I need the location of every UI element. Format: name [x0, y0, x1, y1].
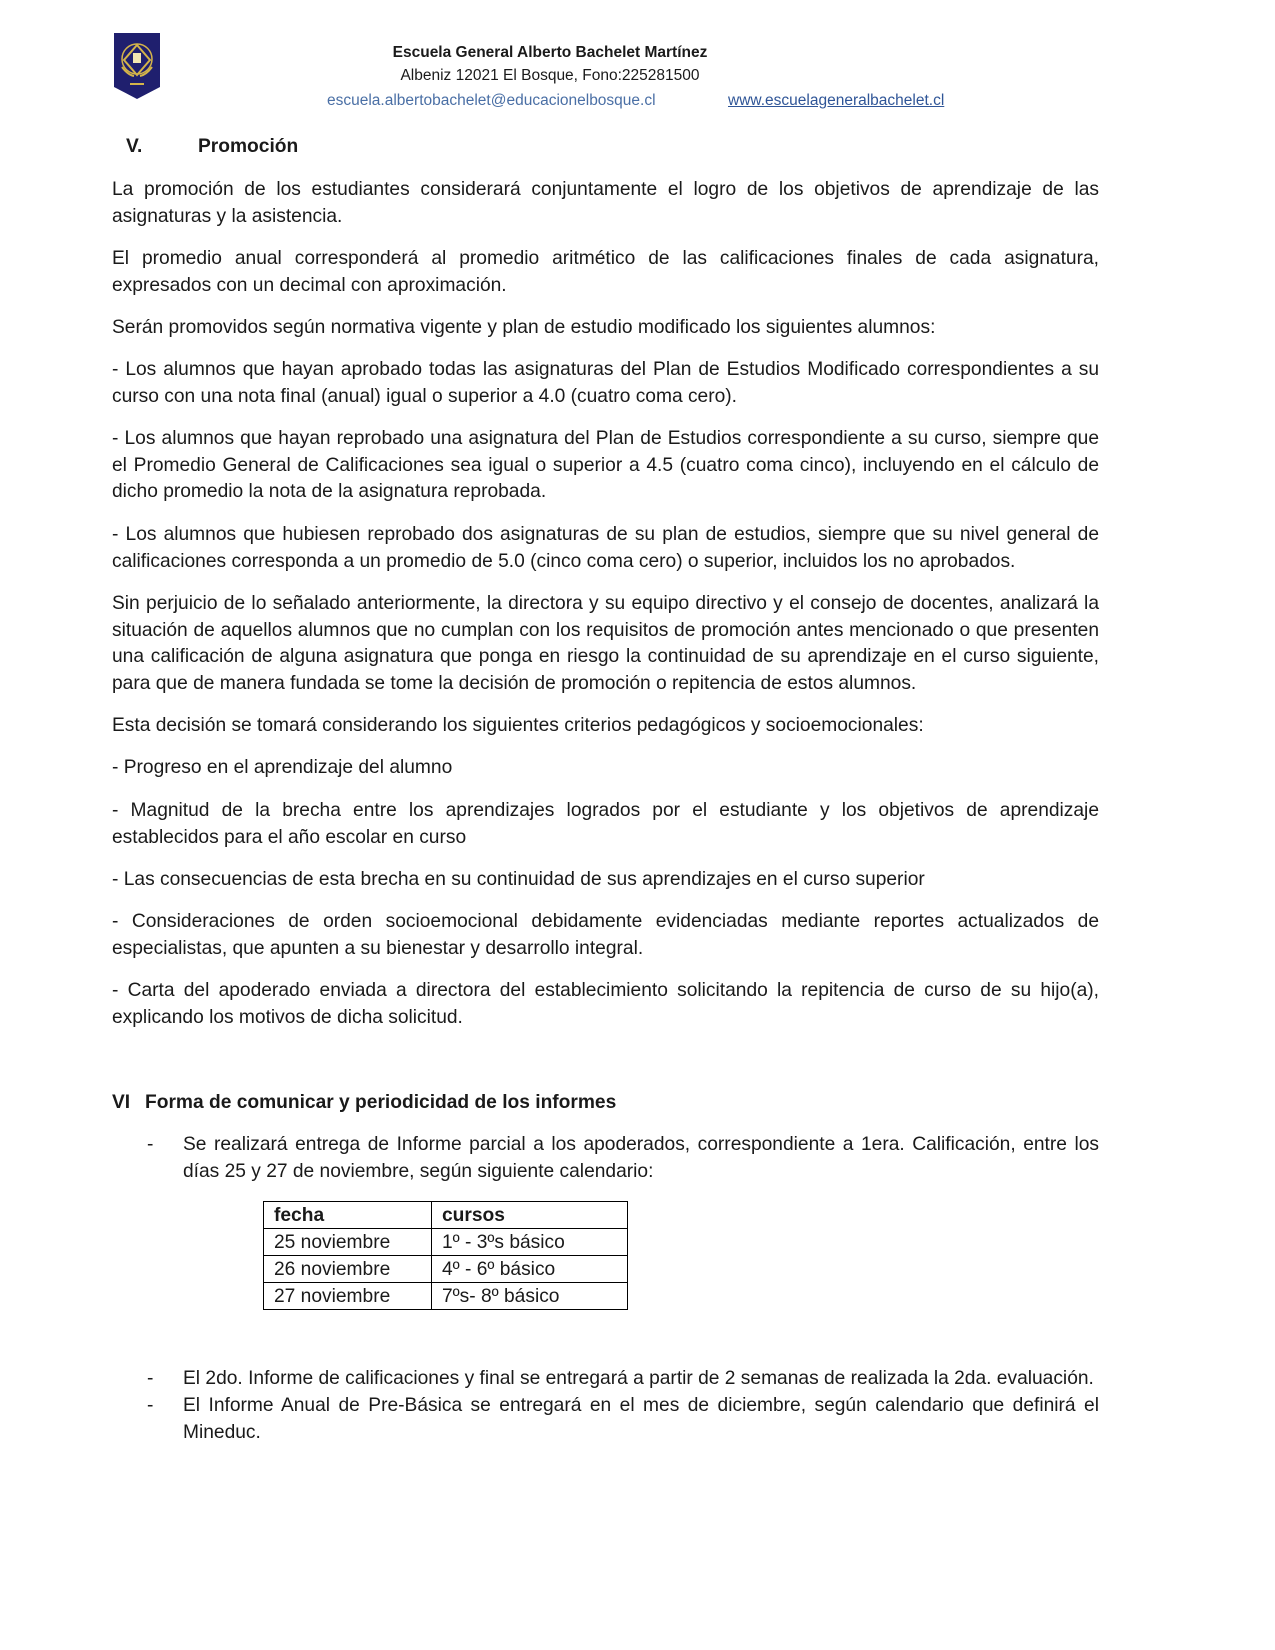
- school-email[interactable]: escuela.albertobachelet@educacionelbosque.cl: [327, 92, 656, 109]
- school-website-link[interactable]: www.escuelageneralbachelet.cl: [728, 92, 945, 109]
- paragraph: El promedio anual corresponderá al promedio aritmético de las calificaciones finales de cada asignatura, expresados con un decimal con aproximación.: [112, 248, 1099, 296]
- section-vi-title: Forma de comunicar y periodicidad de los informes: [145, 1092, 617, 1113]
- table-cell: 25 noviembre: [264, 1229, 432, 1256]
- table-header-row: [264, 1202, 628, 1229]
- bullet-item: [112, 1132, 1099, 1186]
- criterion-item: - Magnitud de la brecha entre los aprendizajes logrados por el estudiante y los objetivos de aprendizaje establecidos para el año escolar en curso: [112, 800, 1099, 848]
- paragraph: - Los alumnos que hayan reprobado una asignatura del Plan de Estudios correspondiente a su curso, siempre que el Promedio General de Calificaciones sea igual o superior a 4.5 (cuatro coma cinco), incluyendo en el cálculo de dicho promedio la nota de la asignatura reprobada.: [112, 428, 1099, 502]
- bullet-dash: -: [147, 1368, 154, 1389]
- table-row: [264, 1229, 628, 1256]
- section-vi-number: VI: [112, 1092, 131, 1113]
- bullet-dash: -: [147, 1134, 154, 1155]
- table-header: fecha: [264, 1202, 432, 1229]
- bullet-item: [112, 1393, 1099, 1447]
- delivery-calendar-table: [263, 1201, 628, 1310]
- section-v-title: Promoción: [198, 136, 299, 157]
- table-cell: 4º - 6º básico: [432, 1256, 628, 1283]
- paragraph: Sin perjuicio de lo señalado anteriormente, la directora y su equipo directivo y el consejo de docentes, analizará la situación de aquellos alumnos que no cumplan con los requisitos de promoción antes mencionado o que presenten una calificación de alguna asignatura que ponga en riesgo la continuidad de su aprendizaje en el curso siguiente, para que de manera fundada se tome la decisión de promoción o repitencia de estos alumnos.: [112, 593, 1099, 694]
- criterion-item: - Progreso en el aprendizaje del alumno: [112, 757, 453, 778]
- school-address: Albeniz 12021 El Bosque, Fono:225281500: [400, 67, 700, 84]
- table-cell: 26 noviembre: [264, 1256, 432, 1283]
- paragraph: - Los alumnos que hayan aprobado todas las asignaturas del Plan de Estudios Modificado correspondientes a su curso con una nota final (anual) igual o superior a 4.0 (cuatro coma cero).: [112, 359, 1099, 407]
- table-cell: 27 noviembre: [264, 1283, 432, 1310]
- bullet-dash: -: [147, 1395, 154, 1416]
- paragraph: Serán promovidos según normativa vigente y plan de estudio modificado los siguientes alumnos:: [112, 317, 936, 338]
- criterion-item: - Carta del apoderado enviada a directora del establecimiento solicitando la repitencia de curso de su hijo(a), explicando los motivos de dicha solicitud.: [112, 980, 1099, 1028]
- paragraph: La promoción de los estudiantes considerará conjuntamente el logro de los objetivos de aprendizaje de las asignaturas y la asistencia.: [112, 179, 1099, 227]
- paragraph: Esta decisión se tomará considerando los siguientes criterios pedagógicos y socioemocionales:: [112, 715, 924, 736]
- table-cell: 1º - 3ºs básico: [432, 1229, 628, 1256]
- criterion-item: - Las consecuencias de esta brecha en su continuidad de sus aprendizajes en el curso superior: [112, 869, 925, 890]
- bullet-text: El Informe Anual de Pre-Básica se entregará en el mes de diciembre, según calendario que definirá el Mineduc.: [183, 1395, 1099, 1443]
- table-row: [264, 1256, 628, 1283]
- bullet-text: El 2do. Informe de calificaciones y final se entregará a partir de 2 semanas de realizada la 2da. evaluación.: [183, 1368, 1094, 1389]
- bullet-text: Se realizará entrega de Informe parcial a los apoderados, correspondiente a 1era. Calificación, entre los días 25 y 27 de noviembre, según siguiente calendario:: [183, 1134, 1099, 1182]
- criterion-item: - Consideraciones de orden socioemocional debidamente evidenciadas mediante reportes actualizados de especialistas, que apunten a su bienestar y desarrollo integral.: [112, 911, 1099, 959]
- table-row: [264, 1283, 628, 1310]
- table-header: cursos: [432, 1202, 628, 1229]
- school-name: Escuela General Alberto Bachelet Martínez: [392, 44, 708, 61]
- paragraph: - Los alumnos que hubiesen reprobado dos asignaturas de su plan de estudios, siempre que su nivel general de calificaciones corresponda a un promedio de 5.0 (cinco coma cero) o superior, incluidos los no aprobados.: [112, 524, 1099, 572]
- bullet-item: [112, 1366, 1099, 1393]
- school-crest-icon: [112, 31, 162, 101]
- table-cell: 7ºs- 8º básico: [432, 1283, 628, 1310]
- section-v-number: V.: [126, 136, 143, 157]
